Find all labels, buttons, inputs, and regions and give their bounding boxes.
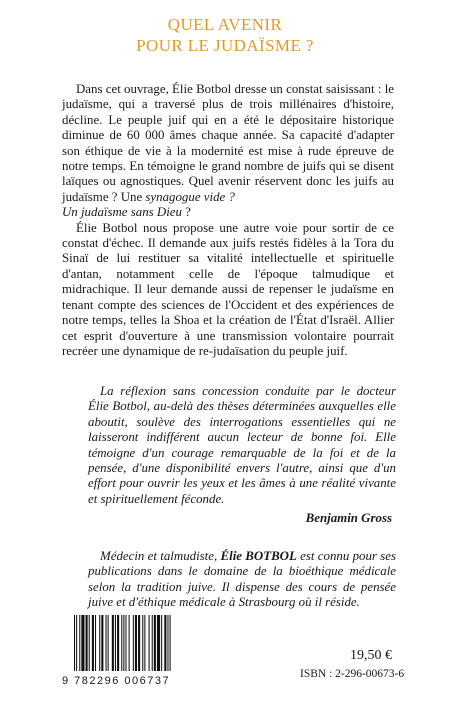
barcode-bar [144, 615, 145, 671]
barcode-bar [133, 615, 134, 671]
barcode-bar [142, 615, 143, 671]
barcode-bar [117, 615, 119, 671]
summary-paragraph-1: Dans cet ouvrage, Élie Botbol dresse un constat saisissant : le judaïsme, qui a traversé plus de trois millénaires d'histoire, décline. Le peuple juif qui en a été le dépositaire historique diminue de 60 000 âmes chaque année. Sa capacité d'adapter son éthique de vie à la modernité est mise à rude épreuve de notre temps. En témoigne le grand nombre de juifs qui se disent laïques ou agnostiques. Quel avenir réservent donc les juifs au judaïsme ? Une synagogue vide ? Un judaïsme sans Dieu ? [62, 82, 394, 220]
summary-paragraph-2: Élie Botbol nous propose une autre voie pour sortir de ce constat d'échec. Il demande aux juifs restés fidèles à la Tora du Sinaï de lui restituer sa vitalité intellectuelle et spirituelle d'antan, notamment celle de l'époque talmudique et midrachique. Il leur demande aussi de repenser le judaïsme en tenant compte des sciences de l'Occident et des expériences de notre temps, telles la Shoa et la création de l'État d'Israël. Allier cet esprit d'ouverture à une transmission volontaire pourrait recréer une dynamique de re-judaïsation du peuple juif. [62, 220, 394, 358]
author-name: Élie BOTBOL [220, 549, 297, 563]
barcode-bar [154, 615, 156, 671]
barcode-bar [108, 615, 109, 671]
barcode-bar [149, 615, 150, 671]
barcode-bar [106, 615, 107, 671]
barcode-bar [89, 615, 90, 671]
barcode-bar [125, 615, 126, 671]
barcode-bar [112, 615, 114, 671]
barcode-bars [74, 615, 176, 671]
review-quote [88, 384, 396, 507]
barcode-digits: 9 782296 006737 [62, 675, 171, 687]
barcode-bar [167, 615, 168, 671]
barcode-bar [86, 615, 88, 671]
book-summary [62, 82, 394, 359]
author-bio [88, 549, 396, 611]
title-line-2: POUR LE JUDAÏSME ? [136, 36, 314, 55]
barcode-bar [76, 615, 77, 671]
barcode-bar [138, 615, 140, 671]
barcode-bar [123, 615, 124, 671]
barcode-bar [79, 615, 80, 671]
quote-author: Benjamin Gross [305, 511, 392, 525]
barcode-bar [164, 615, 166, 671]
barcode-bar [101, 615, 103, 671]
barcode-bar [99, 615, 100, 671]
barcode-bar [152, 615, 153, 671]
barcode [62, 615, 178, 687]
barcode-bar [157, 615, 160, 671]
quote-text: La réflexion sans concession conduite par le docteur Élie Botbol, au-delà des thèses déterminées auxquelles elle aboutit, soulève des interrogations essentielles qui ne laisseront indifférent aucun lecteur de bonne foi. Elle témoigne d'un courage remarquable de la foi et de la pensée, d'une disponibilité envers l'autre, ainsi que d'un effort pour ouvrir les yeux et les âmes à une réalité vivante et spirituellement féconde. [88, 384, 396, 506]
book-title [0, 14, 450, 56]
title-line-1: QUEL AVENIR [167, 15, 283, 34]
barcode-bar [135, 615, 137, 671]
barcode-bar [129, 615, 130, 671]
barcode-bar [115, 615, 116, 671]
barcode-bar [121, 615, 122, 671]
barcode-bar [81, 615, 84, 671]
barcode-bar [95, 615, 96, 671]
barcode-bar [161, 615, 162, 671]
barcode-bar [74, 615, 75, 671]
isbn: ISBN : 2-296-00673-6 [300, 668, 405, 680]
price: 19,50 € [350, 648, 392, 663]
barcode-bar [92, 615, 94, 671]
barcode-bar [170, 615, 171, 671]
bio-text: Médecin et talmudiste, Élie BOTBOL est connu pour ses publications dans le domaine de la bioéthique médicale selon la tradition juive. Il dispense des cours de pensée juive et d'éthique médicale à Strasbourg où il réside. [88, 549, 396, 610]
